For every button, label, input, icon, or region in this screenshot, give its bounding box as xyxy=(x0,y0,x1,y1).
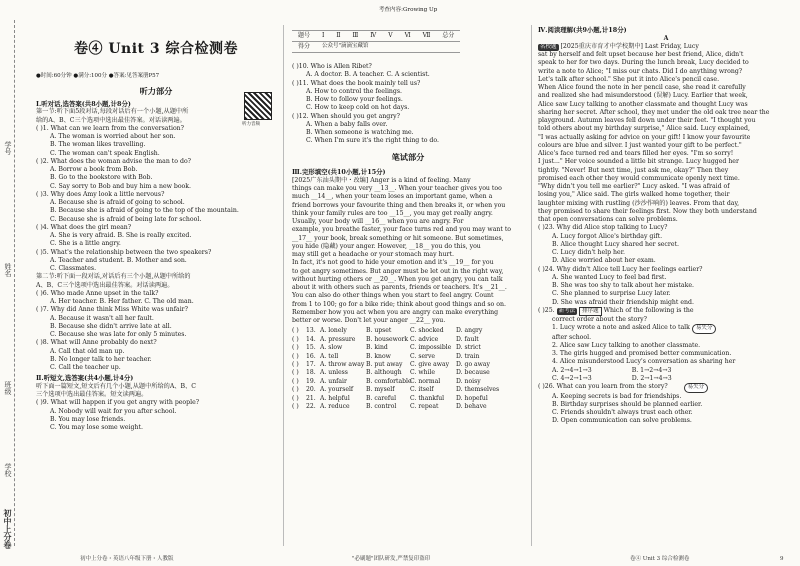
left-footer: 初中上分卷・英语八年级下册・人教版 xyxy=(80,556,174,562)
choice-option[interactable]: D. train xyxy=(456,352,480,360)
score-cell[interactable] xyxy=(436,42,460,53)
choice-option[interactable]: D. go away xyxy=(456,361,490,369)
cloze-passage xyxy=(292,177,524,326)
choice-option[interactable]: C. advice xyxy=(410,335,439,343)
choice-number: ( ) xyxy=(292,403,299,411)
watermark-text: 公众号"滴滴宝藏馆 xyxy=(316,42,382,53)
question-24: ( )24. Why didn't Alice tell Lucy her feelings earlier? xyxy=(538,265,703,273)
section2-title: Ⅱ.听短文,选答案(共4小题,计4分) xyxy=(36,374,134,383)
choice-option[interactable]: A. pressure xyxy=(320,335,356,343)
choice-number: ( ) xyxy=(292,361,299,369)
choice-option[interactable]: C. while xyxy=(410,369,435,377)
choice-number: 19. xyxy=(306,377,316,385)
passage-line: that open conversations can solve problems. xyxy=(538,216,678,224)
choice-option[interactable]: C. shocked xyxy=(410,327,444,335)
option[interactable]: B. No longer talk to her teacher. xyxy=(50,355,152,363)
school-label: 学校 xyxy=(4,463,12,477)
cut-line xyxy=(14,20,15,546)
binding-margin xyxy=(0,0,28,566)
question-block xyxy=(36,125,276,373)
option[interactable]: A. 2→4→1→3 xyxy=(552,366,592,374)
score-cell: Ⅲ xyxy=(346,31,364,42)
option[interactable]: A. Nobody will wait for you after school. xyxy=(50,407,177,415)
choice-number: 15. xyxy=(306,344,316,352)
section3-title: Ⅲ.完形填空(共10小题,计15分) xyxy=(292,168,386,177)
cloze-line: better or worse. Don't let your anger __22__ you. xyxy=(292,317,446,325)
option[interactable]: C. Because she is afraid of being late for school. xyxy=(50,215,202,223)
cloze-line: example, you breathe faster, your face turns red and you may want to xyxy=(292,226,512,234)
option[interactable]: C. Say sorry to Bob and buy him a new book. xyxy=(50,182,191,190)
choice-row xyxy=(292,327,524,335)
question-26: ( )26. What can you learn from the story? 易失分 xyxy=(538,383,794,392)
option[interactable]: A. Her teacher. B. Her father. C. The old man. xyxy=(50,298,194,306)
option[interactable]: A. When a baby falls over. xyxy=(306,120,388,128)
option[interactable]: A. Lucy forgot Alice's birthday gift. xyxy=(552,232,663,240)
choice-option[interactable]: B. kind xyxy=(366,344,388,352)
choice-row xyxy=(292,336,524,344)
choice-number: ( ) xyxy=(292,335,299,343)
choice-number: 14. xyxy=(306,335,316,343)
option[interactable]: C. Friends shouldn't always trust each other. xyxy=(552,409,693,417)
topic-header: 考查内容:Growing Up xyxy=(378,7,438,13)
score-cell: Ⅴ xyxy=(382,31,398,42)
passage-line: Let's talk after school." She put it into Alice's pencil case. xyxy=(538,75,720,83)
question-12: ( )12. When should you get angry? xyxy=(292,112,400,120)
passage-line: colours are blue and silver. I just wanted your gift to be perfect." xyxy=(538,141,742,149)
option[interactable]: D. Open communication can solve problems. xyxy=(552,417,692,425)
option[interactable]: A. She is very afraid. B. She is really excited. xyxy=(50,232,192,240)
right-footer: 卷④ Unit 3 综合检测卷 xyxy=(630,556,690,562)
section4-title: Ⅳ.阅读理解(共9小题,计18分) xyxy=(538,26,627,34)
middle-footer: "必刷题"团队研发,严禁复印盗印 xyxy=(352,556,431,562)
score-cell: Ⅰ xyxy=(316,31,330,42)
column-divider xyxy=(283,25,284,546)
class-label: 班级 xyxy=(4,381,12,395)
question-7: ( )7. Why did Anne think Miss White was unfair? xyxy=(36,306,188,314)
option[interactable]: A. Because it wasn't all her fault. xyxy=(50,314,154,322)
passage-line: "I was actually asking for advice on your gift! I know your favourite xyxy=(538,133,751,141)
score-cell[interactable] xyxy=(382,42,398,53)
choice-row xyxy=(292,361,524,369)
passage-line: Alice's face turned red and tears filled her eyes. "I'm so sorry! xyxy=(538,150,734,158)
score-table xyxy=(292,30,460,53)
right-column xyxy=(538,0,794,426)
option[interactable]: C. Classmates. xyxy=(50,265,97,273)
choice-option[interactable]: D. strict xyxy=(456,344,481,352)
name-label: 姓名 xyxy=(4,263,12,277)
passage-line: losing you," Alice said. The girls walked home together, their xyxy=(538,191,730,199)
written-heading: 笔试部分 xyxy=(391,151,425,162)
choice-row xyxy=(292,378,524,386)
section1-intro: 给的A、B、C三个选项中选出最佳答案。对话读两遍。 xyxy=(36,116,186,124)
passage-line: sharing her secret. After school, they met under the old oak tree near the xyxy=(538,108,770,116)
choice-option[interactable]: A. unfair xyxy=(320,377,347,385)
left-column xyxy=(36,0,276,432)
score-cell: Ⅳ xyxy=(364,31,382,42)
choice-option[interactable]: B. comfortable xyxy=(366,377,412,385)
option[interactable]: C. She planned to surprise Lucy later. xyxy=(552,290,671,298)
cloze-line: you hide (隐藏) your anger. However, __18__ you do this, you xyxy=(292,242,481,250)
option[interactable]: B. Because she didn't arrive late at all. xyxy=(50,322,172,330)
page-number: 9 xyxy=(780,556,784,562)
cloze-line: without hurting others or __20__. When you get angry, you can talk xyxy=(292,275,503,283)
passage-line: "Why didn't you tell me earlier?" Lucy asked. "I was afraid of xyxy=(538,183,730,191)
passage-line: write a note to Alice; "I miss our chats. Did I do anything wrong? xyxy=(538,67,743,75)
option[interactable]: B. Go to the bookstore with Bob. xyxy=(50,174,153,182)
choice-option[interactable]: C. give away xyxy=(410,361,450,369)
column-divider xyxy=(531,25,532,546)
section1-part2-intro: A、B、C三个选项中选出最佳答案。对话读两遍。 xyxy=(36,281,174,289)
score-cell: 总分 xyxy=(436,31,460,42)
listening-heading: 听力部分 xyxy=(139,85,173,96)
choice-option[interactable]: A. slow xyxy=(320,344,343,352)
option[interactable]: B. She was too shy to talk about her mistake. xyxy=(552,282,694,290)
choice-number: 22. xyxy=(306,403,316,411)
cloze-line: Remember how you act when you are angry can make everything xyxy=(292,308,499,316)
choice-row xyxy=(292,344,524,352)
question-6: ( )6. Who made Anne upset in the talk? xyxy=(36,289,159,297)
choice-option[interactable]: D. angry xyxy=(456,327,483,335)
order-item: after school. xyxy=(552,333,592,341)
passage-line: they promised to share their feelings first. Now they both understand xyxy=(538,207,757,215)
choice-number: 17. xyxy=(306,361,316,369)
option[interactable]: B. The woman likes travelling. xyxy=(50,141,146,149)
option[interactable]: A. She wanted Lucy to feel bad first. xyxy=(552,273,667,281)
order-item: 3. The girls hugged and promised better communication. xyxy=(552,350,732,358)
choice-option[interactable]: B. put away xyxy=(366,361,403,369)
choice-option[interactable]: D. behave xyxy=(456,403,487,411)
choice-option[interactable]: A. throw away xyxy=(320,361,365,369)
passage-line: sat by herself and felt upset because her best friend, Alice, didn't xyxy=(538,51,744,59)
question-text: correct order about the story? xyxy=(552,316,647,324)
score-cell: 题号 xyxy=(292,31,316,42)
new-method-tag: 新考法 xyxy=(558,307,576,314)
order-item: 2. Alice saw Lucy talking to another classmate. xyxy=(552,341,701,349)
question-5: ( )5. What's the relationship between the two speakers? xyxy=(36,248,212,256)
option[interactable]: B. How to follow your feelings. xyxy=(306,96,403,103)
choice-option[interactable]: D. because xyxy=(456,369,490,377)
passage-line: tightly. "Never! But next time, just ask me, okay?" Then they xyxy=(538,166,729,174)
choice-option[interactable]: C. serve xyxy=(410,352,436,360)
option[interactable]: B. 1→2→4→3 xyxy=(631,366,672,374)
option[interactable]: C. When I'm sure it's the right thing to do. xyxy=(306,137,439,145)
cloze-line: In fact, it's not good to hide your emotion and it's __19__ for you xyxy=(292,259,494,267)
option[interactable]: C. Because she was late for only 5 minutes. xyxy=(50,331,187,339)
score-cell: Ⅵ xyxy=(399,31,417,42)
order-item: 1. Lucy wrote a note and asked Alice to talk 易失分 xyxy=(538,324,794,333)
passage-line: I just..." Her voice sounded a little bit strange. Lucy hugged her xyxy=(538,158,739,166)
passage-label: A xyxy=(663,34,669,42)
error-prone-badge: 易失分 xyxy=(684,383,709,392)
option[interactable]: C. Call the teacher up. xyxy=(50,364,121,372)
choice-number: 18. xyxy=(306,369,316,377)
option[interactable]: D. She was afraid their friendship might end. xyxy=(552,298,694,306)
option[interactable]: A. Keeping secrets is bad for friendships. xyxy=(552,392,682,400)
question-2: ( )2. What does the woman advise the man to do? xyxy=(36,157,191,165)
question-10: ( )10. Who is Allen Ribet? xyxy=(292,63,372,70)
section1-intro: 第一节:听下面5段对话,每段对话后有一个小题,从题中所 xyxy=(36,108,189,116)
choice-option[interactable]: C. normal xyxy=(410,377,441,385)
score-cell: Ⅶ xyxy=(417,31,437,42)
option[interactable]: C. You may lose some weight. xyxy=(50,424,143,432)
section1-title: Ⅰ.听对话,选答案(共8小题,计8分) xyxy=(36,99,131,108)
option[interactable]: A. The woman is worried about her son. xyxy=(50,133,176,141)
choice-number: ( ) xyxy=(292,386,299,394)
cloze-line: to get angry sometimes. But anger must be let out in the right way, xyxy=(292,267,504,275)
cloze-choices xyxy=(292,327,524,411)
option[interactable]: C. How to keep cold on hot days. xyxy=(306,104,410,112)
option[interactable]: C. 4→2→1→3 xyxy=(552,374,592,382)
choice-number: 20. xyxy=(306,386,316,394)
option[interactable]: A. Because she is afraid of going to school. xyxy=(50,199,185,207)
ordering-tag: 排序题 xyxy=(579,307,602,316)
passage-line: speak to her for two days. During the lunch break, Lucy decided to xyxy=(538,59,749,67)
passage-line: promised each other they would communicate openly next time. xyxy=(538,174,740,182)
passage-line: [2025重庆市育才中学校期中] Last Friday, Lucy xyxy=(560,42,699,50)
option[interactable]: C. She is a little angry. xyxy=(50,240,121,248)
series-label: 初中上分卷 xyxy=(3,509,13,549)
question-23: ( )23. Why did Alice stop talking to Lucy? xyxy=(538,224,668,232)
middle-column xyxy=(292,0,524,411)
question-number: ( )25. xyxy=(538,306,555,314)
section1-part2-intro: 第二节:听下面一段对话,对话后有三个小题,从题中所给的 xyxy=(36,273,191,281)
qr-caption: 听力音频 xyxy=(242,122,260,127)
question-4: ( )4. What does the girl mean? xyxy=(36,223,132,231)
choice-option[interactable]: D. hopeful xyxy=(456,394,488,402)
question-9: ( )9. What will happen if you get angry with people? xyxy=(36,399,200,407)
cloze-line: may still get a headache or your stomach may hurt. xyxy=(292,251,454,259)
choice-option[interactable]: C. impossible xyxy=(410,344,452,352)
question-3: ( )3. Why does Amy look a little nervous? xyxy=(36,190,165,198)
cloze-line: much __14__, when your team loses an important game, when a xyxy=(292,193,493,201)
choice-number: ( ) xyxy=(292,369,299,377)
cloze-line: Usually, your body will __16__ when you are angry. For xyxy=(292,218,464,226)
choice-option[interactable]: B. control xyxy=(366,403,397,411)
choice-option[interactable]: D. themselves xyxy=(456,386,500,394)
cloze-line: friend borrows your favourite thing and then breaks it, or when you xyxy=(292,201,506,209)
top-school-tag: 名校题 xyxy=(540,43,557,50)
choice-option[interactable]: C. itself xyxy=(410,386,434,394)
choice-option[interactable]: B. although xyxy=(366,369,402,377)
choice-number: ( ) xyxy=(292,327,299,335)
passage-line: laughter mixing with rustling (沙沙作响的) leaves. From that day, xyxy=(538,199,740,207)
order-options xyxy=(538,375,794,383)
cloze-line: [2025广东汕头期中・改编] Anger is a kind of feeling. Many xyxy=(292,176,471,184)
question-25 xyxy=(538,307,794,316)
exam-meta: ●时间:60分钟 ●满分:100分 ●答案:见答案册P57 xyxy=(36,72,160,79)
passage-line: When Alice found the note in her pencil case, she read it carefully xyxy=(538,84,746,92)
cloze-line: things can make you very __13__. When your teacher gives you too xyxy=(292,185,502,193)
score-cell: Ⅱ xyxy=(330,31,346,42)
choice-option[interactable]: B. upset xyxy=(366,327,392,335)
choice-option[interactable]: B. myself xyxy=(366,386,395,394)
score-cell[interactable] xyxy=(417,42,437,53)
order-options xyxy=(538,367,794,375)
option[interactable]: B. Alice thought Lucy shared her secret. xyxy=(552,240,679,248)
section2-intro: 听下面一篇短文,短文后有几个小题,从题中所给的A、B、C xyxy=(36,382,196,390)
order-item: 4. Alice misunderstood Lucy's conversation as sharing her xyxy=(552,358,736,366)
choice-number: 16. xyxy=(306,352,316,360)
cloze-line: think your family rules are too __15__, you may get really angry. xyxy=(292,209,493,217)
option[interactable]: B. You may lose friends. xyxy=(50,415,126,423)
choice-option[interactable]: A. helpful xyxy=(320,394,350,402)
passage-line: Alice saw Lucy talking to another classmate and thought Lucy was xyxy=(538,100,748,108)
choice-row xyxy=(292,369,524,377)
cloze-line: from 1 to 100; go for a bike ride; think about good things and so on. xyxy=(292,300,506,308)
cloze-line: You can also do other things when you start to feel angry. Count xyxy=(292,292,494,300)
option[interactable]: B. When someone is watching me. xyxy=(306,129,414,136)
choice-row xyxy=(292,395,524,403)
choice-number: ( ) xyxy=(292,352,299,360)
passage-line: playground. Autumn leaves fell down under their feet. "I thought you xyxy=(538,117,756,125)
section2-intro: 三个选项中选出最佳答案。短文读两遍。 xyxy=(36,391,148,399)
choice-option[interactable]: D. fault xyxy=(456,335,479,343)
choice-option[interactable]: B. careful xyxy=(366,394,397,402)
choice-option[interactable]: B. know xyxy=(366,352,391,360)
choice-option[interactable]: B. housework xyxy=(366,335,409,343)
question-1: ( )1. What can we learn from the conversation? xyxy=(36,124,184,132)
score-cell[interactable] xyxy=(399,42,417,53)
choice-number: ( ) xyxy=(292,377,299,385)
choice-option[interactable]: C. thankful xyxy=(410,394,445,402)
option[interactable]: A. How to control the feelings. xyxy=(306,87,403,95)
choice-number: ( ) xyxy=(292,344,299,352)
option[interactable]: D. Alice worried about her exam. xyxy=(552,257,656,265)
option[interactable]: C. The woman can't speak English. xyxy=(50,149,160,157)
question-8: ( )8. What will Anne probably do next? xyxy=(36,339,157,347)
passage-line: and realized she had misunderstood (误解) Lucy. Earlier that week, xyxy=(538,92,748,100)
cloze-line: about it with others such as parents, friends or teachers. It's __21__. xyxy=(292,284,507,292)
choice-row xyxy=(292,386,524,394)
reading-passage xyxy=(538,51,794,224)
choice-number: 21. xyxy=(306,394,316,402)
choice-option[interactable]: A. unless xyxy=(320,369,348,377)
choice-row xyxy=(292,353,524,361)
option[interactable]: A. A doctor. B. A teacher. C. A scientist. xyxy=(306,71,430,79)
option[interactable]: A. Call that old man up. xyxy=(50,347,125,355)
choice-option[interactable]: A. reduce xyxy=(320,403,350,411)
choice-row xyxy=(292,403,524,411)
choice-option[interactable]: A. yourself xyxy=(320,386,354,394)
option[interactable]: D. 2→1→4→3 xyxy=(631,374,672,382)
exam-title: 卷④ Unit 3 综合检测卷 xyxy=(73,41,239,57)
option[interactable]: B. Birthday surprises should be planned earlier. xyxy=(552,400,703,408)
choice-number: ( ) xyxy=(292,394,299,402)
choice-option[interactable]: C. repeat xyxy=(410,403,439,411)
passage-line: told others about my birthday surprise," Alice said. Lucy explained, xyxy=(538,125,750,133)
score-cell: 得分 xyxy=(292,42,316,53)
choice-number: 13. xyxy=(306,327,316,335)
question-text: Which of the following is the xyxy=(603,306,694,314)
option[interactable]: A. Teacher and student. B. Mother and son. xyxy=(50,256,187,264)
option[interactable]: B. Because she is afraid of going to the top of the mountain. xyxy=(50,207,239,215)
choice-option[interactable]: A. lonely xyxy=(320,327,347,335)
option[interactable]: A. Borrow a book from Bob. xyxy=(50,166,138,174)
choice-option[interactable]: A. tell xyxy=(320,352,339,360)
error-prone-badge: 易失分 xyxy=(692,324,717,333)
qr-code-icon[interactable] xyxy=(244,92,272,120)
choice-option[interactable]: D. noisy xyxy=(456,377,481,385)
option[interactable]: C. Lucy didn't help her. xyxy=(552,249,625,257)
cloze-line: __17__ your book, break something or hit someone. But sometimes, xyxy=(292,234,504,242)
student-id-label: 学号 xyxy=(4,141,12,155)
question-11: ( )11. What does the book mainly tell us? xyxy=(292,79,421,87)
